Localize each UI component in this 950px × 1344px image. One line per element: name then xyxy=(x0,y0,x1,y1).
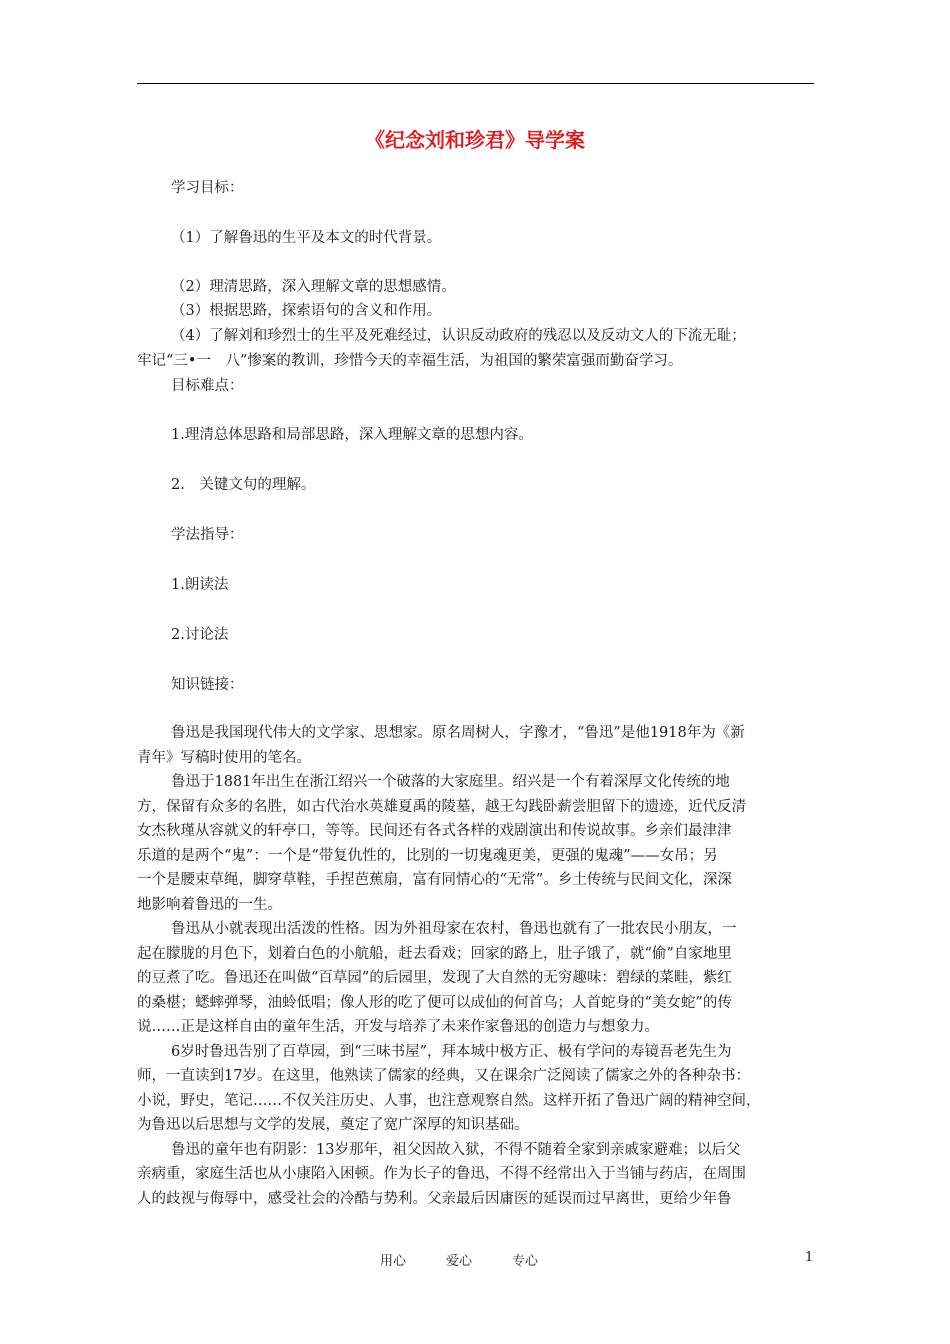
text-line: 的豆煮了吃。鲁迅还在叫做“百草园”的后园里，发现了大自然的无穷趣味：碧绿的菜畦，紫红 xyxy=(137,970,732,986)
text-line: 鲁迅于1881年出生在浙江绍兴一个破落的大家庭里。绍兴是一个有着深厚文化传统的地 xyxy=(171,774,730,790)
text-line: 为鲁迅以后思想与文学的发展，奠定了宽广深厚的知识基础。 xyxy=(137,1117,529,1133)
text-line: 6岁时鲁迅告别了百草园，到“三味书屋”，拜本城中极方正、极有学问的寿镜吾老先生为 xyxy=(171,1043,732,1060)
text-line: 乐道的是两个“鬼”：一个是“带复仇性的，比别的一切鬼魂更美，更强的鬼魂”——女吊；另 xyxy=(137,847,718,864)
text-line: 鲁迅的童年也有阴影：13岁那年，祖父因故入狱，不得不随着全家到亲戚家避难；以后父 xyxy=(171,1141,741,1158)
text-line: 起在朦胧的月色下，划着白色的小航船，赶去看戏；回家的路上，肚子饿了，就“偷”自家地里 xyxy=(137,945,732,962)
footer-motto-item: 用心 xyxy=(380,1254,407,1269)
knowledge-body xyxy=(137,721,814,1211)
text-line: 女杰秋瑾从容就义的轩亭口，等等。民间还有各式各样的戏剧演出和传说故事。乡亲们最津津 xyxy=(137,823,732,839)
difficulty-item-2: 2. 关键文句的理解。 xyxy=(171,477,316,493)
method-item-2: 2.讨论法 xyxy=(171,627,229,643)
methods-heading: 学法指导： xyxy=(171,527,244,543)
document-title: 《纪念刘和珍君》导学案 xyxy=(365,128,585,152)
footer-motto xyxy=(380,1250,538,1269)
text-line: 小说，野史，笔记……不仅关注历史、人事，也注意观察自然。这样开拓了鲁迅广阔的精神空间， xyxy=(137,1092,761,1109)
objective-item-4: （4）了解刘和珍烈士的生平及死难经过，认识反动政府的残忍以及反动文人的下流无耻； xyxy=(171,328,746,344)
method-item-1: 1.朗读法 xyxy=(171,577,229,593)
text-line: 说……正是这样自由的童年生活，开发与培养了未来作家鲁迅的创造力与想象力。 xyxy=(137,1019,659,1035)
page-number: 1 xyxy=(805,1250,814,1265)
text-line: 人的歧视与侮辱中，感受社会的冷酷与势利。父亲最后因庸医的延误而过早离世，更给少年鲁 xyxy=(137,1190,732,1207)
text-line: 一个是腰束草绳，脚穿草鞋，手捏芭蕉扇，富有同情心的“无常”。乡土传统与民间文化，深深 xyxy=(137,872,732,888)
knowledge-heading: 知识链接： xyxy=(171,677,244,693)
text-line: 鲁迅是我国现代伟大的文学家、思想家。原名周树人，字豫才，“鲁迅”是他1918年为《新 xyxy=(171,725,745,741)
difficulties-heading: 目标难点： xyxy=(171,378,244,394)
objective-item-3: （3）根据思路，探索语句的含义和作用。 xyxy=(171,303,442,319)
difficulty-item-1: 1.理清总体思路和局部思路，深入理解文章的思想内容。 xyxy=(171,427,533,443)
objectives-heading: 学习目标： xyxy=(171,180,244,196)
footer-motto-item: 爱心 xyxy=(446,1254,473,1269)
objective-item-2: （2）理清思路，深入理解文章的思想感情。 xyxy=(171,279,456,295)
objective-item-4-cont: 牢记“三•一 八”惨案的教训，珍惜今天的幸福生活，为祖国的繁荣富强而勤奋学习。 xyxy=(137,353,683,369)
text-line: 鲁迅从小就表现出活泼的性格。因为外祖母家在农村，鲁迅也就有了一批农民小朋友，一 xyxy=(171,921,737,937)
text-line: 青年》写稿时使用的笔名。 xyxy=(137,749,311,766)
footer-motto-item: 专心 xyxy=(512,1254,539,1269)
text-line: 亲病重，家庭生活也从小康陷入困顿。作为长子的鲁迅，不得不经常出入于当铺与药店，在周围 xyxy=(137,1166,746,1182)
text-line: 师，一直读到17岁。在这里，他熟读了儒家的经典，又在课余广泛阅读了儒家之外的各种杂书： xyxy=(137,1068,750,1084)
text-line: 地影响着鲁迅的一生。 xyxy=(137,896,282,913)
text-line: 的桑椹；蟋蟀弹琴，油蛉低唱；像人形的吃了便可以成仙的何首乌；人首蛇身的“美女蛇”的传 xyxy=(137,994,732,1011)
header-rule xyxy=(137,83,814,84)
text-line: 方，保留有众多的名胜，如古代治水英雄夏禹的陵墓，越王勾践卧薪尝胆留下的遗迹，近代反清 xyxy=(137,798,746,815)
objective-item-1: （1）了解鲁迅的生平及本文的时代背景。 xyxy=(171,230,442,246)
